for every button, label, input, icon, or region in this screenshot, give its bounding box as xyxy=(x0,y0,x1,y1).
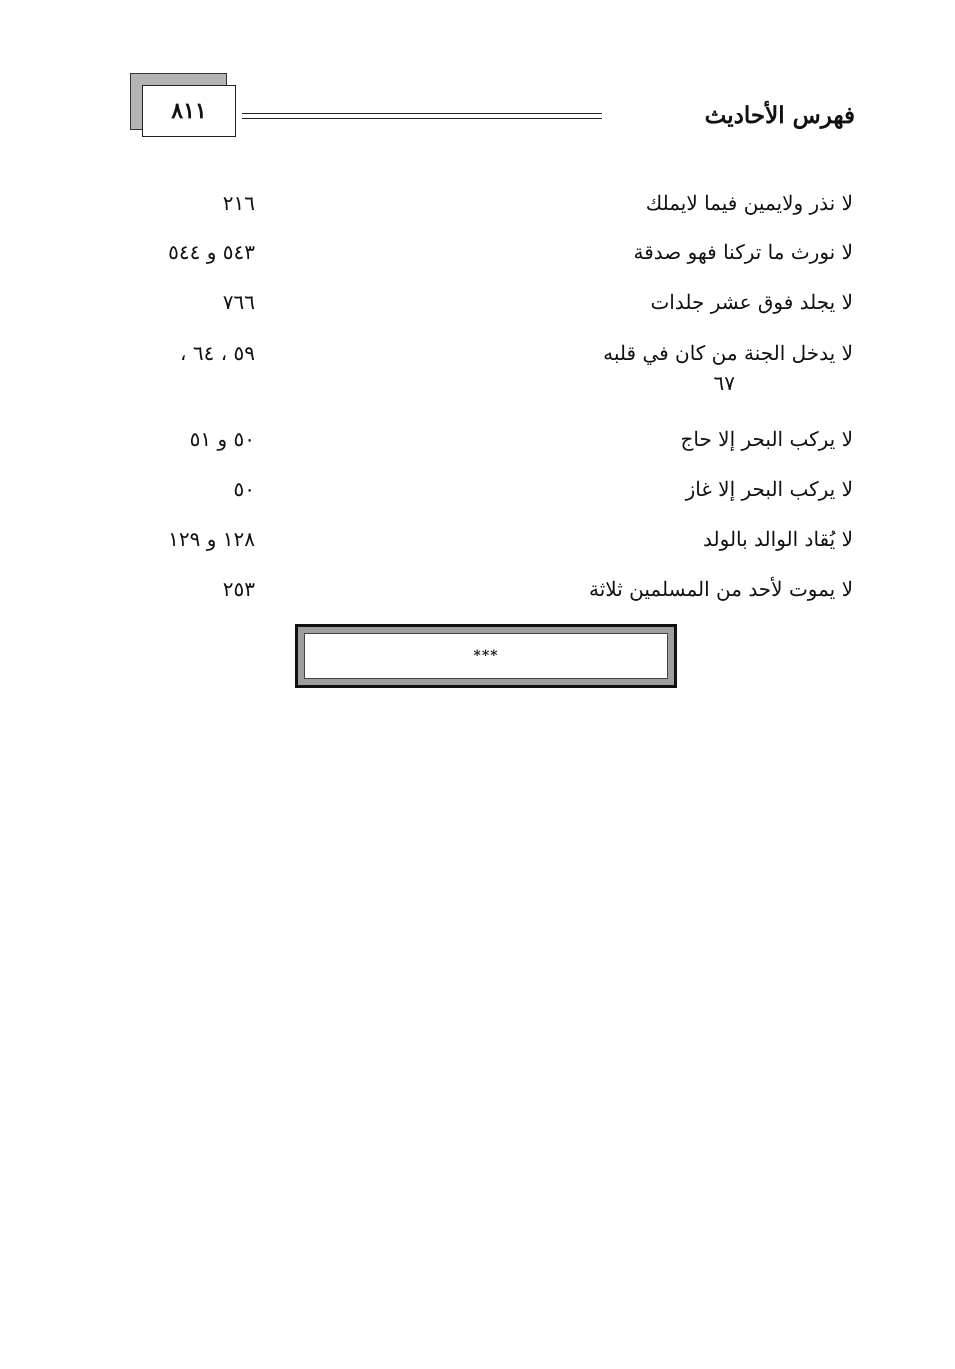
page-title: فهرس الأحاديث xyxy=(704,102,855,129)
page-number: ٨١١ xyxy=(171,98,207,124)
page-references: ٥٤٣ و ٥٤٤ xyxy=(168,240,255,264)
hadith-text: لا نذر ولايمين فيما لايملك xyxy=(645,191,853,215)
page-number-box xyxy=(142,85,236,137)
page-references: ٢١٦ xyxy=(222,191,255,215)
page-references: ٥٠ و ٥١ xyxy=(189,427,255,451)
hadith-text: لا يُقاد الوالد بالولد xyxy=(703,527,853,551)
page-references-continued: ٦٧ xyxy=(713,371,735,395)
header-rule-top xyxy=(242,113,602,114)
page-references: ٧٦٦ xyxy=(222,290,255,314)
page-references: ٥٩ ، ٦٤ ، xyxy=(180,341,255,365)
page-references: ٥٠ xyxy=(233,477,255,501)
end-marker: *** xyxy=(473,648,499,664)
page-references: ٢٥٣ xyxy=(222,577,255,601)
hadith-text: لا يدخل الجنة من كان في قلبه xyxy=(603,341,853,365)
hadith-text: لا نورث ما تركنا فهو صدقة xyxy=(633,240,853,264)
hadith-text: لا يركب البحر إلا غاز xyxy=(685,477,853,501)
hadith-text: لا يجلد فوق عشر جلدات xyxy=(650,290,853,314)
header-rule-bottom xyxy=(242,118,602,119)
end-of-section-box xyxy=(295,624,677,688)
page-references: ١٢٨ و ١٢٩ xyxy=(168,527,255,551)
end-of-section-inner xyxy=(304,633,668,679)
hadith-text: لا يركب البحر إلا حاج xyxy=(680,427,853,451)
hadith-text: لا يموت لأحد من المسلمين ثلاثة xyxy=(589,577,853,601)
